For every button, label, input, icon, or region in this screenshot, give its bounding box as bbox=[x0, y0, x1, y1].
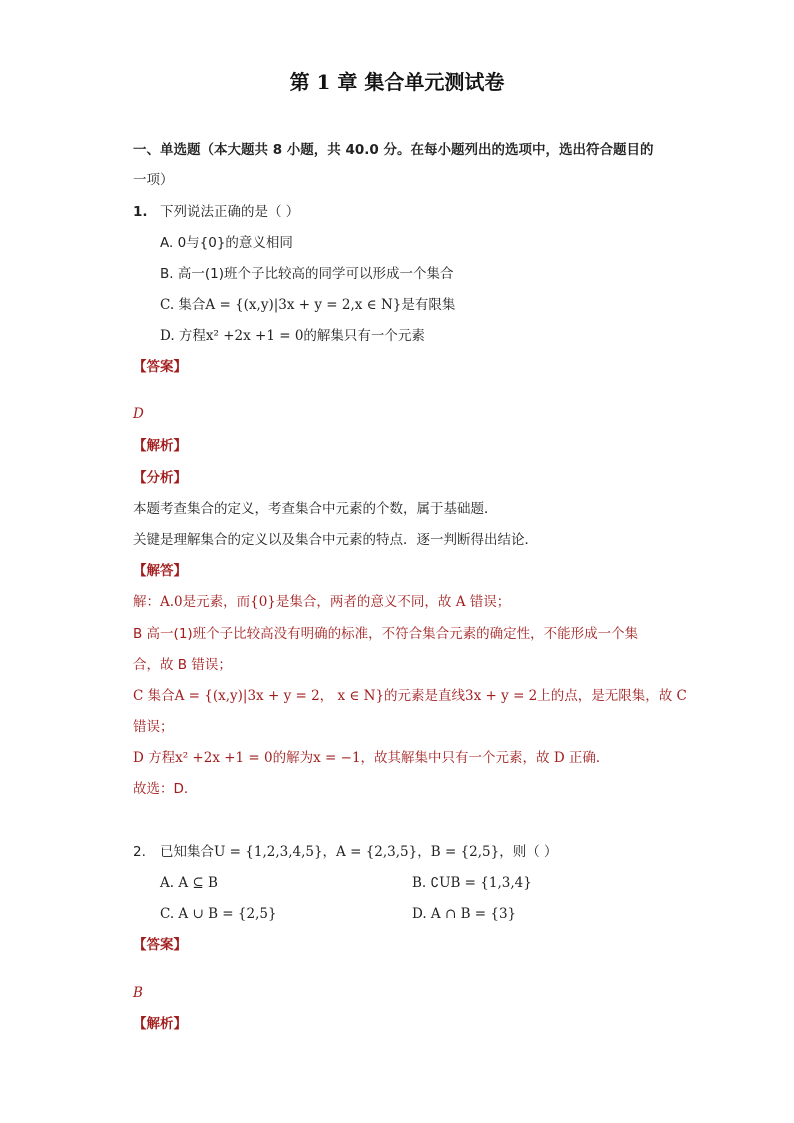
question-1-jieda-line-2: B 高一(1)班个子比较高没有明确的标准，不符合集合元素的确定性，不能形成一个集 bbox=[133, 626, 639, 642]
question-1-option-b: B. 高一(1)班个子比较高的同学可以形成一个集合 bbox=[160, 266, 454, 282]
section-header-line-1: 一、单选题（本大题共 8 小题，共 40.0 分。在每小题列出的选项中，选出符合题目的 bbox=[133, 142, 654, 158]
question-1-fenxi-line-1: 本题考查集合的定义，考查集合中元素的个数，属于基础题． bbox=[133, 501, 498, 517]
question-2-number: 2. bbox=[133, 844, 146, 860]
question-1-answer: D bbox=[133, 406, 144, 422]
question-1-jieda-line-3: 合，故 B 错误； bbox=[133, 657, 232, 673]
question-1-option-d: D. 方程x² +2x +1 = 0的解集只有一个元素 bbox=[160, 328, 425, 344]
question-1-jieda-line-4: C 集合A = {(x,y)|3x + y = 2， x ∈ N}的元素是直线3x + y = 2上的点，是无限集，故 C bbox=[133, 688, 687, 704]
question-2-stem: 已知集合U = {1,2,3,4,5}，A = {2,3,5}，B = {2,5}，则（ ） bbox=[160, 844, 558, 860]
question-1-fenxi-label: 【分析】 bbox=[133, 470, 187, 486]
question-1-option-c: C. 集合A = {(x,y)|3x + y = 2,x ∈ N}是有限集 bbox=[160, 297, 456, 313]
section-header-line-2: 一项） bbox=[133, 172, 174, 188]
question-2-answer-label: 【答案】 bbox=[133, 937, 187, 953]
question-2-analysis-label: 【解析】 bbox=[133, 1016, 187, 1032]
question-2-answer: B bbox=[133, 985, 143, 1001]
question-1-jieda-line-7: 故选：D． bbox=[133, 781, 198, 797]
question-1-jieda-line-5: 错误； bbox=[133, 719, 174, 735]
question-2-option-d: D. A ∩ B = {3} bbox=[412, 906, 517, 922]
question-1-answer-label: 【答案】 bbox=[133, 359, 187, 375]
question-1-fenxi-line-2: 关键是理解集合的定义以及集合中元素的特点．逐一判断得出结论． bbox=[133, 532, 538, 548]
question-1-option-a: A. 0与{0}的意义相同 bbox=[160, 235, 293, 251]
question-2-option-a: A. A ⊆ B bbox=[160, 875, 218, 891]
question-1-number: 1. bbox=[133, 204, 148, 220]
question-2-option-b: B. ∁UB = {1,3,4} bbox=[412, 875, 532, 891]
question-1-analysis-label: 【解析】 bbox=[133, 438, 187, 454]
question-1-stem: 下列说法正确的是（ ） bbox=[160, 204, 300, 220]
question-1-jieda-line-6: D 方程x² +2x +1 = 0的解为x = −1，故其解集中只有一个元素，故 D 正确． bbox=[133, 750, 610, 766]
page-title: 第 1 章 集合单元测试卷 bbox=[289, 70, 505, 94]
question-2-option-c: C. A ∪ B = {2,5} bbox=[160, 906, 277, 922]
question-1-jieda-line-1: 解：A.0是元素，而{0}是集合，两者的意义不同，故 A 错误； bbox=[133, 594, 511, 610]
question-1-jieda-label: 【解答】 bbox=[133, 563, 187, 579]
